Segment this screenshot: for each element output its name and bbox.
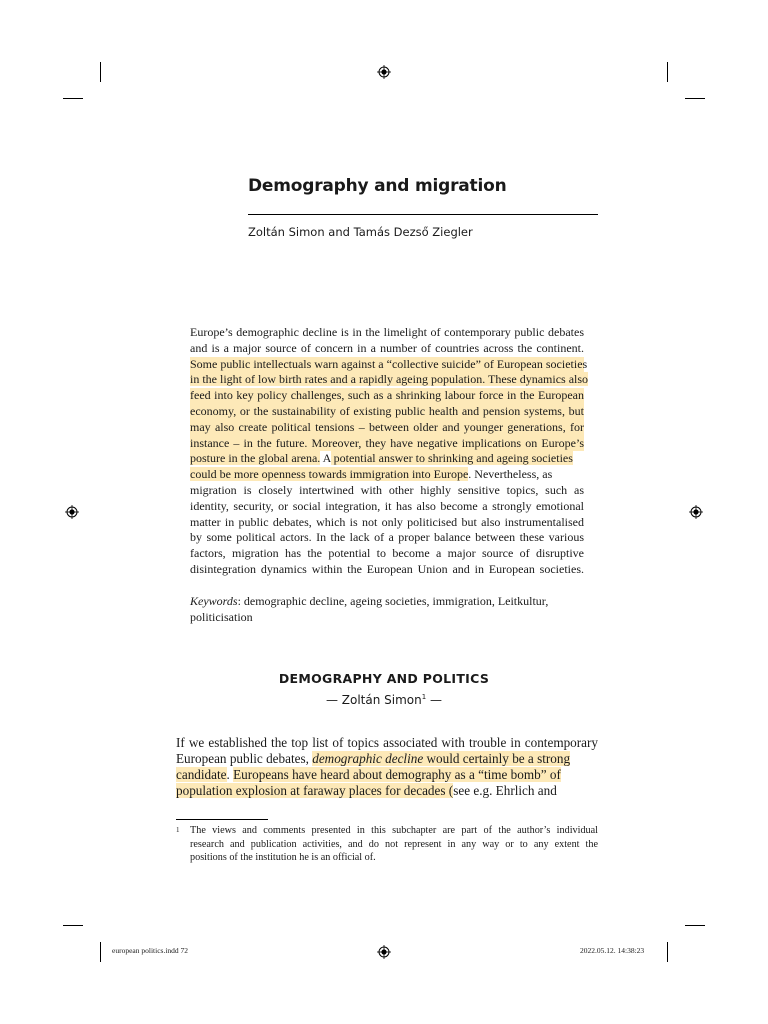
section-byline: [0, 693, 768, 707]
keywords-label: Keywords: [190, 594, 238, 608]
footnote-line: research and publication activities, and do not represent in any way or to any extent the: [190, 838, 598, 850]
abstract-line: factors, migration has the potential to become a major source of disruptive: [190, 546, 584, 561]
keywords-text: : demographic decline, ageing societies, immigration, Leitkultur,: [237, 594, 549, 608]
highlight: demographic decline: [312, 751, 424, 766]
body-line: [176, 783, 598, 799]
section-heading: DEMOGRAPHY AND POLITICS: [278, 671, 490, 686]
byline-end: —: [426, 693, 443, 707]
abstract-line-highlighted: may also create political tensions – between older and younger generations, for: [190, 419, 584, 434]
abstract-line: migration is closely intertwined with other highly sensitive topics, such as: [190, 482, 584, 497]
footnote-rule: [176, 819, 268, 820]
abstract-line-highlighted: instance – in the future. Moreover, they have negative implications on Europe’s: [190, 435, 584, 450]
chapter-title: Demography and migration: [248, 176, 507, 196]
highlight: These dynamics also: [485, 372, 589, 387]
byline-text: — Zoltán Simon: [325, 693, 422, 707]
footnote-line: The views and comments presented in this subchapter are part of the author’s individual: [190, 825, 598, 836]
chapter-authors: Zoltán Simon and Tamás Dezső Ziegler: [248, 225, 473, 239]
abstract-line-highlighted: economy, or the sustainability of existing public health and pension systems, but: [190, 403, 584, 418]
crop-mark: [685, 925, 705, 926]
crop-mark: [667, 942, 668, 962]
abstract: [190, 325, 589, 578]
body-line: If we established the top list of topics associated with trouble in contemporary: [176, 735, 598, 750]
body-text: .: [226, 767, 234, 782]
keywords-line: politicisation: [190, 609, 253, 624]
highlight: in the light of low birth rates and a rapidly ageing population.: [190, 372, 486, 387]
title-rule: [248, 214, 598, 215]
body-paragraph: [176, 735, 598, 799]
crop-mark: [63, 925, 83, 926]
highlight: Europeans have heard about demography as a “time bomb” of: [233, 767, 561, 782]
body-text: see e.g. Ehrlich and: [453, 783, 557, 798]
footnote-mark: 1: [176, 826, 180, 834]
crop-mark: [100, 62, 101, 82]
registration-mark-icon: [65, 505, 79, 519]
abstract-line: Europe’s demographic decline is in the limelight of contemporary public debates: [190, 325, 584, 339]
registration-mark-icon: [377, 65, 391, 79]
crop-mark: [100, 942, 101, 962]
abstract-line: [190, 467, 584, 483]
highlight: would certainly be a strong: [423, 751, 571, 766]
body-line: [176, 751, 598, 767]
unhighlighted-text: A: [320, 451, 331, 466]
footnote-ref: 1: [421, 693, 427, 701]
abstract-line: and is a major source of concern in a number of countries across the continent.: [190, 340, 584, 355]
body-line: [176, 767, 598, 783]
footnote: [176, 824, 598, 865]
abstract-line: matter in public debates, which is not only politicised but also instrumentalised: [190, 514, 584, 529]
abstract-line: identity, security, or social integration, it has also become a strongly emotional: [190, 498, 584, 513]
crop-mark: [667, 62, 668, 82]
abstract-line: [190, 451, 584, 467]
abstract-line: [190, 372, 589, 388]
slug-timestamp: 2022.05.12. 14:38:23: [580, 946, 645, 955]
highlight: potential answer to shrinking and ageing societies: [330, 451, 573, 466]
abstract-line: disintegration dynamics within the European Union and in European societies.: [190, 561, 584, 576]
abstract-line-highlighted: Some public intellectuals warn against a “collective suicide” of European societies: [190, 356, 588, 371]
abstract-line-highlighted: feed into key policy challenges, such as a shrinking labour force in the European: [190, 388, 584, 403]
keywords-line: [190, 594, 584, 610]
registration-mark-icon: [689, 505, 703, 519]
crop-mark: [685, 98, 705, 99]
body-text: European public debates,: [176, 751, 313, 766]
highlight: candidate: [176, 767, 227, 782]
highlight: population explosion at faraway places for decades (: [176, 783, 454, 798]
unhighlighted-text: . Nevertheless, as: [468, 467, 553, 482]
highlight: posture in the global arena.: [190, 451, 321, 466]
keywords: [190, 594, 584, 626]
slug-filename: european politics.indd 72: [112, 946, 189, 955]
crop-mark: [63, 98, 83, 99]
highlight: could be more openness towards immigration into Europe: [190, 467, 469, 482]
registration-mark-icon: [377, 945, 391, 959]
abstract-line: by some political actors. In the lack of a proper balance between these various: [190, 530, 584, 545]
footnote-line: positions of the institution he is an official of.: [190, 852, 376, 863]
